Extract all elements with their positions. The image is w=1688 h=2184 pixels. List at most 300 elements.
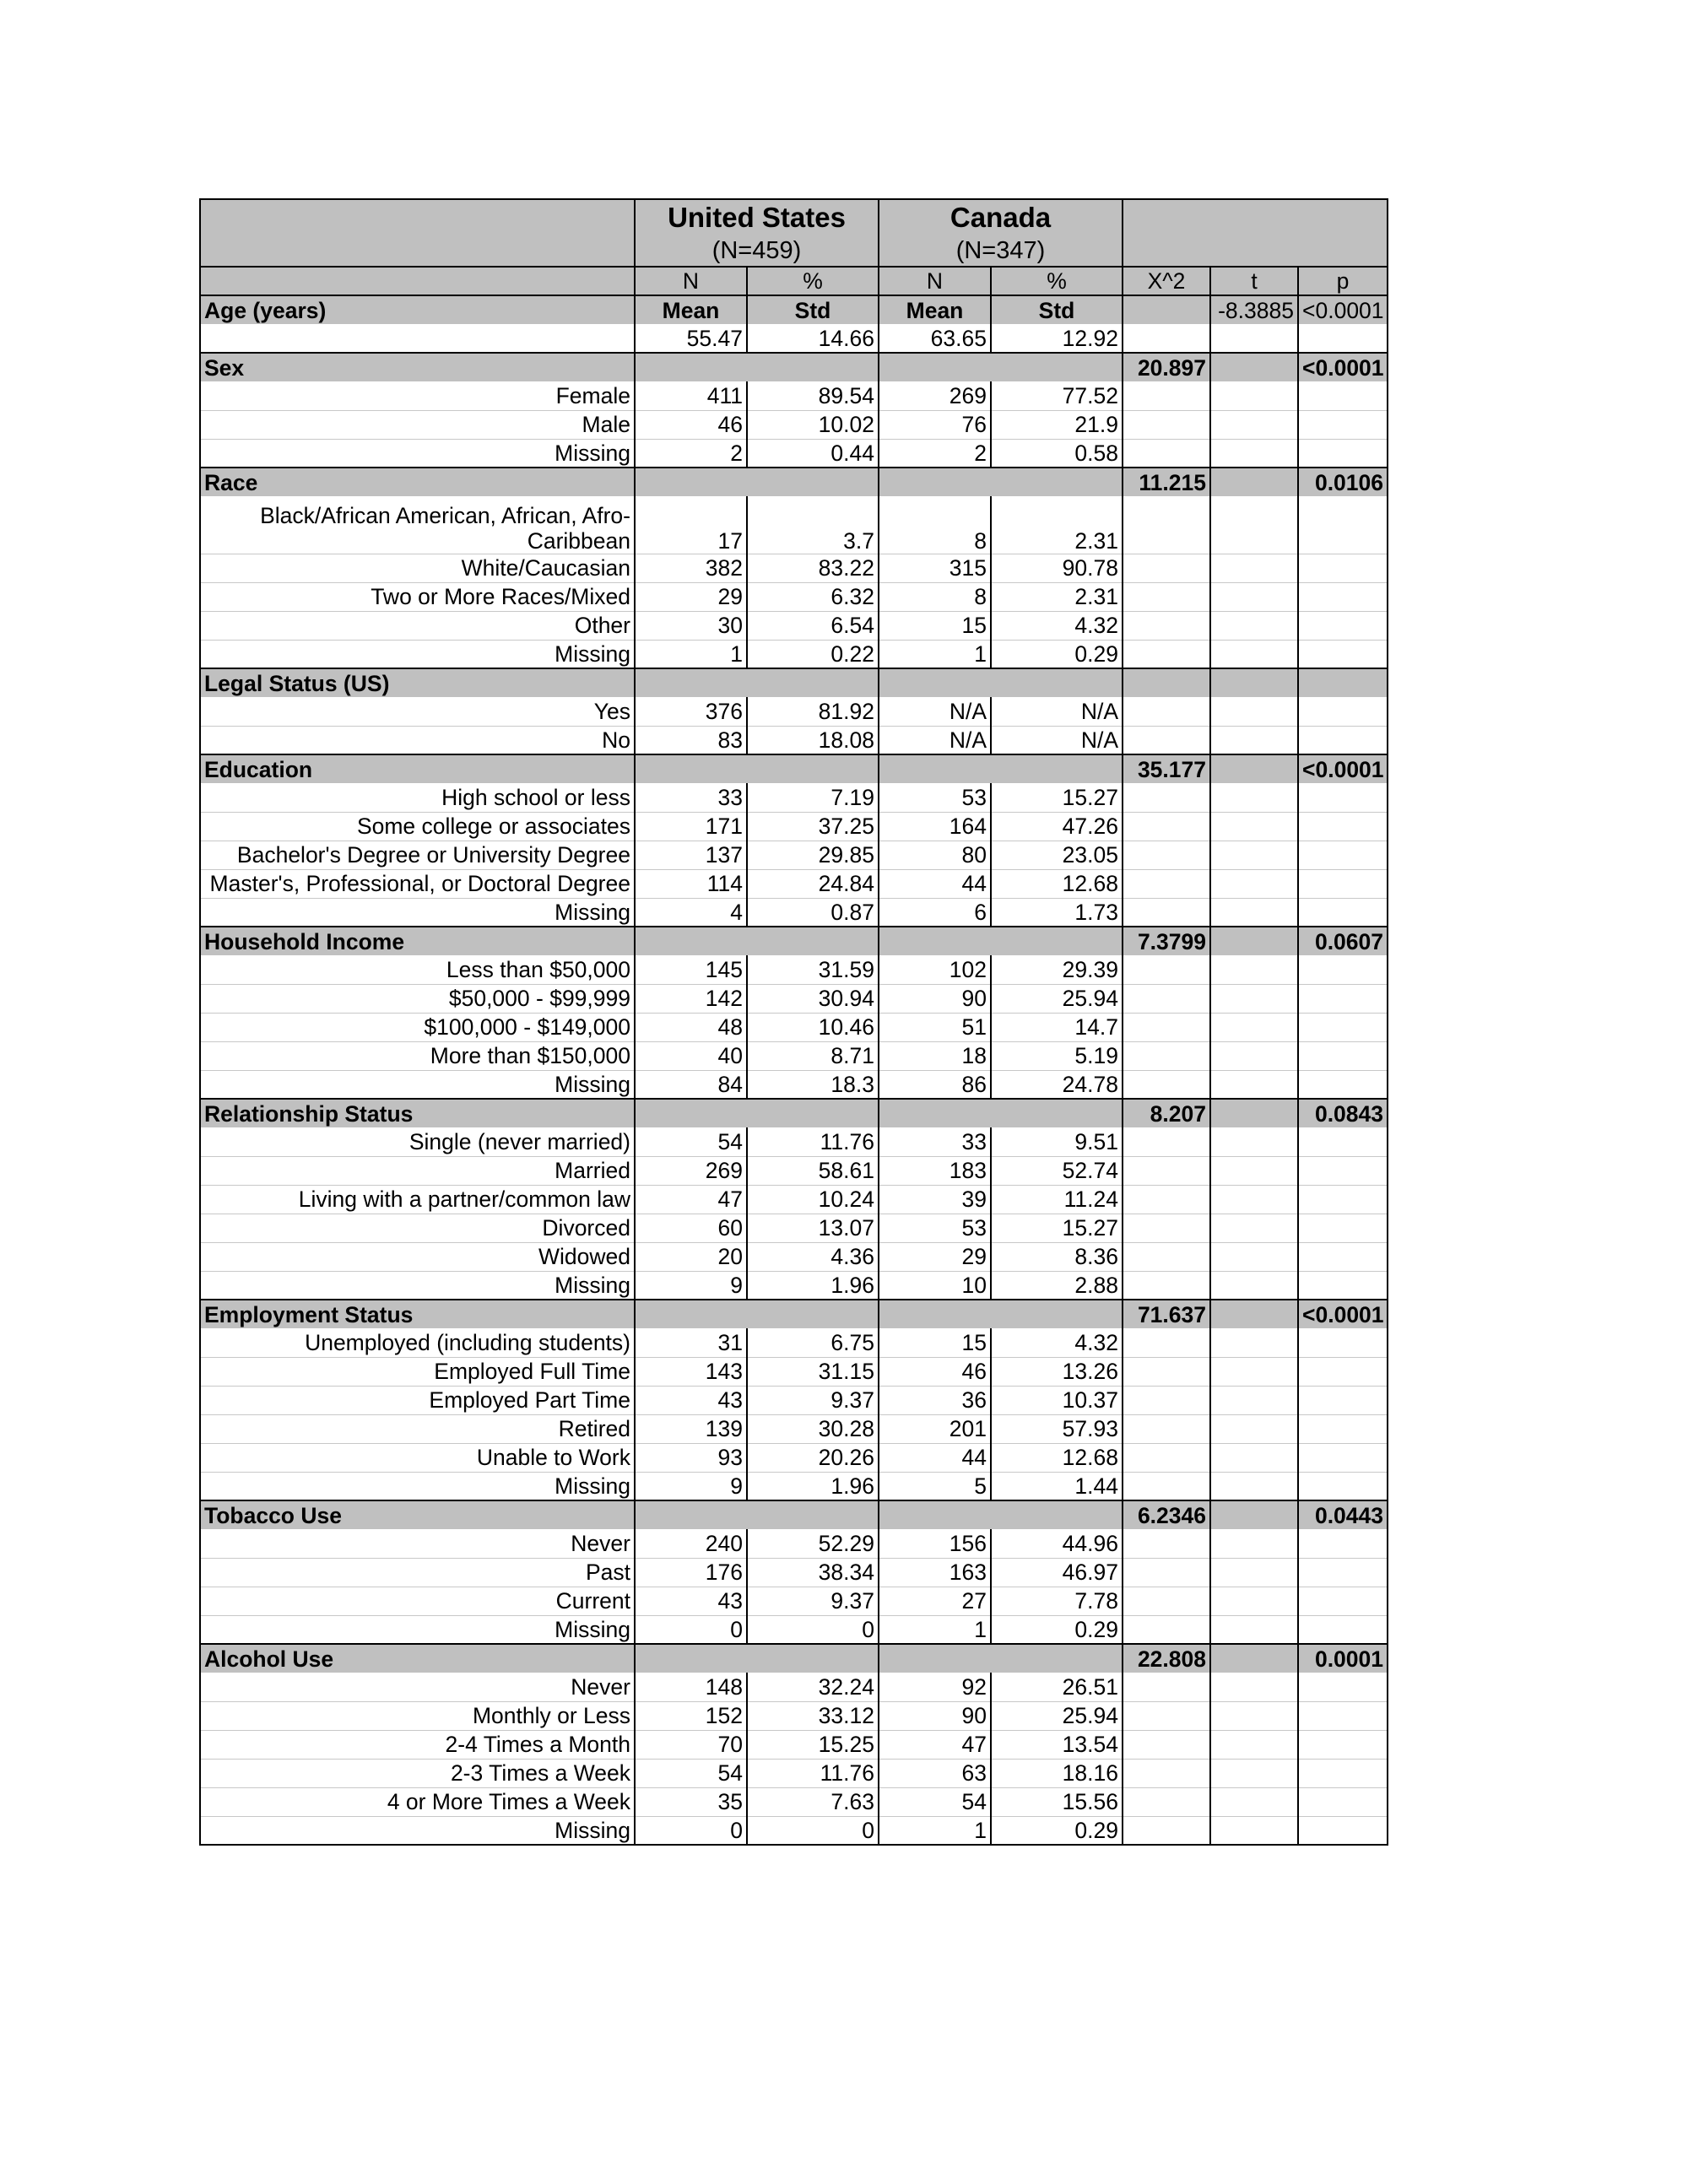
row-x2	[1123, 1587, 1210, 1615]
row-ca-n: 36	[879, 1386, 991, 1414]
row-x2	[1123, 1615, 1210, 1644]
row-us-pct: 52.29	[747, 1529, 879, 1558]
row-label: Some college or associates	[200, 812, 635, 841]
section-row-education	[200, 754, 1388, 783]
row-x2	[1123, 496, 1210, 554]
row-p	[1298, 1587, 1388, 1615]
row-us-n: 84	[635, 1070, 747, 1099]
row-us-pct: 9.37	[747, 1587, 879, 1615]
row-ca-n: 90	[879, 1701, 991, 1730]
row-ca-pct: 25.94	[991, 1701, 1123, 1730]
row-t	[1210, 381, 1298, 410]
row-label: Male	[200, 410, 635, 439]
row-us-pct: 83.22	[747, 554, 879, 582]
row-ca-n: 15	[879, 611, 991, 640]
row-x2	[1123, 1041, 1210, 1070]
row-ca-pct: 12.68	[991, 1443, 1123, 1472]
row-ca-n: 163	[879, 1558, 991, 1587]
section-us-pct	[747, 754, 879, 783]
row-p	[1298, 640, 1388, 668]
section-ca-pct	[991, 468, 1123, 496]
section-us-pct	[747, 1500, 879, 1529]
header-blank	[200, 199, 635, 267]
section-row-tobacco-use	[200, 1500, 1388, 1529]
row-p	[1298, 726, 1388, 754]
row-p	[1298, 1759, 1388, 1787]
row-x2	[1123, 812, 1210, 841]
row-p	[1298, 1472, 1388, 1500]
section-us-n	[635, 1300, 747, 1328]
row-p	[1298, 1787, 1388, 1816]
row-ca-pct: 26.51	[991, 1673, 1123, 1701]
row-label: Less than $50,000	[200, 955, 635, 984]
section-t	[1210, 468, 1298, 496]
row-us-pct: 1.96	[747, 1472, 879, 1500]
row-p	[1298, 1357, 1388, 1386]
row-ca-n: 27	[879, 1587, 991, 1615]
row-ca-n: 29	[879, 1242, 991, 1271]
data-row	[200, 1615, 1388, 1644]
row-us-n: 0	[635, 1816, 747, 1845]
row-us-n: 17	[635, 496, 747, 554]
row-us-n: 29	[635, 582, 747, 611]
row-p	[1298, 582, 1388, 611]
row-x2	[1123, 1013, 1210, 1041]
row-ca-pct: 47.26	[991, 812, 1123, 841]
row-t	[1210, 439, 1298, 468]
row-us-n: 30	[635, 611, 747, 640]
row-t	[1210, 1529, 1298, 1558]
row-us-n: 43	[635, 1587, 747, 1615]
canada-sample-size: (N=347)	[879, 235, 1123, 267]
row-p	[1298, 1242, 1388, 1271]
row-label: Past	[200, 1558, 635, 1587]
row-t	[1210, 640, 1298, 668]
row-us-pct: 81.92	[747, 697, 879, 726]
row-us-pct: 9.37	[747, 1386, 879, 1414]
section-label: Tobacco Use	[200, 1500, 635, 1529]
section-row-employment-status	[200, 1300, 1388, 1328]
section-p: 0.0843	[1298, 1099, 1388, 1127]
section-label: Race	[200, 468, 635, 496]
row-ca-n: 10	[879, 1271, 991, 1300]
row-x2	[1123, 697, 1210, 726]
row-t	[1210, 783, 1298, 812]
row-label: Missing	[200, 1472, 635, 1500]
row-label: Retired	[200, 1414, 635, 1443]
age-ca-std-label: Std	[991, 295, 1123, 324]
row-us-pct: 30.94	[747, 984, 879, 1013]
section-ca-n	[879, 1500, 991, 1529]
subheader-blank	[200, 267, 635, 295]
row-t	[1210, 1730, 1298, 1759]
row-ca-pct: 8.36	[991, 1242, 1123, 1271]
row-ca-pct: 0.29	[991, 1816, 1123, 1845]
row-us-n: 47	[635, 1185, 747, 1214]
row-ca-n: 102	[879, 955, 991, 984]
row-label: Missing	[200, 1070, 635, 1099]
row-us-pct: 15.25	[747, 1730, 879, 1759]
row-label: Missing	[200, 439, 635, 468]
row-x2	[1123, 1787, 1210, 1816]
section-t	[1210, 927, 1298, 955]
data-row	[200, 1816, 1388, 1845]
row-ca-n: 47	[879, 1730, 991, 1759]
row-x2	[1123, 1673, 1210, 1701]
row-ca-pct: N/A	[991, 726, 1123, 754]
row-label: Single (never married)	[200, 1127, 635, 1156]
row-x2	[1123, 783, 1210, 812]
row-us-n: 40	[635, 1041, 747, 1070]
row-ca-pct: 15.56	[991, 1787, 1123, 1816]
row-ca-pct: 14.7	[991, 1013, 1123, 1041]
row-us-pct: 0.22	[747, 640, 879, 668]
row-ca-pct: 5.19	[991, 1041, 1123, 1070]
row-ca-pct: 1.44	[991, 1472, 1123, 1500]
row-ca-pct: 29.39	[991, 955, 1123, 984]
row-us-pct: 7.63	[747, 1787, 879, 1816]
data-row	[200, 439, 1388, 468]
row-us-pct: 37.25	[747, 812, 879, 841]
section-us-pct	[747, 1300, 879, 1328]
section-x2: 7.3799	[1123, 927, 1210, 955]
row-x2	[1123, 554, 1210, 582]
row-us-n: 145	[635, 955, 747, 984]
data-row	[200, 410, 1388, 439]
data-row	[200, 1013, 1388, 1041]
row-us-n: 2	[635, 439, 747, 468]
row-p	[1298, 1730, 1388, 1759]
data-row	[200, 1185, 1388, 1214]
row-us-n: 9	[635, 1271, 747, 1300]
row-t	[1210, 1587, 1298, 1615]
row-p	[1298, 984, 1388, 1013]
section-p: <0.0001	[1298, 1300, 1388, 1328]
row-p	[1298, 1615, 1388, 1644]
row-x2	[1123, 1328, 1210, 1357]
row-t	[1210, 984, 1298, 1013]
data-row	[200, 955, 1388, 984]
section-us-n	[635, 1500, 747, 1529]
canada-title: Canada	[879, 199, 1123, 235]
row-p	[1298, 496, 1388, 554]
section-label: Household Income	[200, 927, 635, 955]
row-p	[1298, 1386, 1388, 1414]
row-ca-n: 183	[879, 1156, 991, 1185]
row-x2	[1123, 1357, 1210, 1386]
row-us-pct: 10.02	[747, 410, 879, 439]
row-us-pct: 20.26	[747, 1443, 879, 1472]
data-row	[200, 1414, 1388, 1443]
row-label: Current	[200, 1587, 635, 1615]
section-t	[1210, 1500, 1298, 1529]
row-ca-pct: 4.32	[991, 611, 1123, 640]
row-x2	[1123, 1529, 1210, 1558]
data-row	[200, 984, 1388, 1013]
row-ca-n: 8	[879, 496, 991, 554]
row-us-n: 9	[635, 1472, 747, 1500]
data-row	[200, 1558, 1388, 1587]
row-us-n: 1	[635, 640, 747, 668]
data-row	[200, 783, 1388, 812]
section-label: Education	[200, 754, 635, 783]
row-us-pct: 1.96	[747, 1271, 879, 1300]
section-us-n	[635, 668, 747, 697]
row-us-n: 33	[635, 783, 747, 812]
row-us-n: 20	[635, 1242, 747, 1271]
row-ca-pct: 15.27	[991, 1214, 1123, 1242]
row-us-pct: 18.08	[747, 726, 879, 754]
row-t	[1210, 726, 1298, 754]
row-ca-n: 46	[879, 1357, 991, 1386]
row-ca-n: 1	[879, 640, 991, 668]
row-p	[1298, 869, 1388, 898]
row-t	[1210, 1185, 1298, 1214]
row-us-pct: 10.46	[747, 1013, 879, 1041]
data-row	[200, 1472, 1388, 1500]
row-label: Female	[200, 381, 635, 410]
row-us-pct: 30.28	[747, 1414, 879, 1443]
row-ca-n: 80	[879, 841, 991, 869]
section-label-age: Age (years)	[200, 295, 635, 324]
row-ca-pct: 46.97	[991, 1558, 1123, 1587]
row-p	[1298, 1013, 1388, 1041]
row-us-n: 35	[635, 1787, 747, 1816]
row-t	[1210, 1328, 1298, 1357]
section-ca-n	[879, 1300, 991, 1328]
row-x2	[1123, 1214, 1210, 1242]
row-ca-pct: 2.88	[991, 1271, 1123, 1300]
row-ca-n: 39	[879, 1185, 991, 1214]
row-p	[1298, 697, 1388, 726]
row-x2	[1123, 1701, 1210, 1730]
row-ca-n: 15	[879, 1328, 991, 1357]
row-us-n: 411	[635, 381, 747, 410]
row-ca-pct: 2.31	[991, 496, 1123, 554]
data-row	[200, 1328, 1388, 1357]
data-row	[200, 1242, 1388, 1271]
section-p: 0.0001	[1298, 1644, 1388, 1673]
section-p: 0.0106	[1298, 468, 1388, 496]
row-p	[1298, 439, 1388, 468]
row-x2	[1123, 1472, 1210, 1500]
row-us-pct: 32.24	[747, 1673, 879, 1701]
row-us-n: 43	[635, 1386, 747, 1414]
row-x2	[1123, 1730, 1210, 1759]
row-x2	[1123, 955, 1210, 984]
row-label: Employed Full Time	[200, 1357, 635, 1386]
section-label: Legal Status (US)	[200, 668, 635, 697]
section-row-race	[200, 468, 1388, 496]
row-us-n: 143	[635, 1357, 747, 1386]
age-x2	[1123, 295, 1210, 324]
row-label: Missing	[200, 1816, 635, 1845]
data-row	[200, 1673, 1388, 1701]
section-ca-pct	[991, 353, 1123, 381]
section-ca-n	[879, 1099, 991, 1127]
data-row	[200, 1787, 1388, 1816]
row-ca-pct: 57.93	[991, 1414, 1123, 1443]
row-label: Employed Part Time	[200, 1386, 635, 1414]
section-label: Relationship Status	[200, 1099, 635, 1127]
row-us-n: 4	[635, 898, 747, 927]
row-ca-pct: 0.58	[991, 439, 1123, 468]
row-label: $100,000 - $149,000	[200, 1013, 635, 1041]
section-us-n	[635, 927, 747, 955]
row-ca-pct: 7.78	[991, 1587, 1123, 1615]
row-us-pct: 13.07	[747, 1214, 879, 1242]
row-label: Unemployed (including students)	[200, 1328, 635, 1357]
row-t	[1210, 410, 1298, 439]
row-us-pct: 11.76	[747, 1127, 879, 1156]
row-ca-n: 18	[879, 1041, 991, 1070]
section-us-n	[635, 1099, 747, 1127]
row-us-n: 137	[635, 841, 747, 869]
row-us-n: 54	[635, 1127, 747, 1156]
section-us-pct	[747, 927, 879, 955]
row-p	[1298, 812, 1388, 841]
row-p	[1298, 783, 1388, 812]
row-us-n: 114	[635, 869, 747, 898]
row-p	[1298, 1529, 1388, 1558]
age-ca-mean: 63.65	[879, 324, 991, 353]
row-t	[1210, 869, 1298, 898]
section-us-pct	[747, 353, 879, 381]
data-row	[200, 381, 1388, 410]
row-t	[1210, 1701, 1298, 1730]
section-row-sex	[200, 353, 1388, 381]
section-us-pct	[747, 1099, 879, 1127]
row-x2	[1123, 1070, 1210, 1099]
row-t	[1210, 898, 1298, 927]
row-ca-n: 269	[879, 381, 991, 410]
row-p	[1298, 410, 1388, 439]
row-label: 2-4 Times a Month	[200, 1730, 635, 1759]
row-ca-pct: 52.74	[991, 1156, 1123, 1185]
row-label: Yes	[200, 697, 635, 726]
row-ca-n: N/A	[879, 726, 991, 754]
section-us-n	[635, 1644, 747, 1673]
section-us-n	[635, 468, 747, 496]
row-ca-n: 63	[879, 1759, 991, 1787]
data-row	[200, 1357, 1388, 1386]
row-ca-pct: 9.51	[991, 1127, 1123, 1156]
row-label: $50,000 - $99,999	[200, 984, 635, 1013]
row-t	[1210, 841, 1298, 869]
row-ca-pct: 90.78	[991, 554, 1123, 582]
row-t	[1210, 1558, 1298, 1587]
row-t	[1210, 1787, 1298, 1816]
row-us-n: 269	[635, 1156, 747, 1185]
row-ca-n: 2	[879, 439, 991, 468]
row-t	[1210, 554, 1298, 582]
row-us-pct: 6.32	[747, 582, 879, 611]
section-ca-n	[879, 353, 991, 381]
row-p	[1298, 898, 1388, 927]
row-ca-n: 90	[879, 984, 991, 1013]
section-p: <0.0001	[1298, 754, 1388, 783]
row-us-pct: 29.85	[747, 841, 879, 869]
row-us-pct: 18.3	[747, 1070, 879, 1099]
data-row	[200, 582, 1388, 611]
row-label: Two or More Races/Mixed	[200, 582, 635, 611]
row-us-n: 176	[635, 1558, 747, 1587]
data-row	[200, 869, 1388, 898]
data-row	[200, 1730, 1388, 1759]
row-us-pct: 24.84	[747, 869, 879, 898]
row-ca-pct: N/A	[991, 697, 1123, 726]
row-label: Missing	[200, 640, 635, 668]
row-p	[1298, 1185, 1388, 1214]
row-label: Living with a partner/common law	[200, 1185, 635, 1214]
data-row	[200, 1041, 1388, 1070]
row-us-n: 54	[635, 1759, 747, 1787]
section-x2	[1123, 668, 1210, 697]
section-ca-pct	[991, 668, 1123, 697]
data-row	[200, 1156, 1388, 1185]
row-us-pct: 31.59	[747, 955, 879, 984]
data-row	[200, 496, 1388, 554]
row-p	[1298, 955, 1388, 984]
age-t: -8.3885	[1210, 295, 1298, 324]
row-x2	[1123, 841, 1210, 869]
row-p	[1298, 1414, 1388, 1443]
stats-header-blank	[1123, 199, 1388, 267]
col-us-pct: %	[747, 267, 879, 295]
row-t	[1210, 1443, 1298, 1472]
row-p	[1298, 1070, 1388, 1099]
row-us-n: 83	[635, 726, 747, 754]
section-t	[1210, 1300, 1298, 1328]
row-us-pct: 0	[747, 1816, 879, 1845]
row-t	[1210, 1386, 1298, 1414]
row-x2	[1123, 582, 1210, 611]
row-us-pct: 11.76	[747, 1759, 879, 1787]
age-ca-std: 12.92	[991, 324, 1123, 353]
row-ca-pct: 25.94	[991, 984, 1123, 1013]
row-x2	[1123, 984, 1210, 1013]
row-us-pct: 33.12	[747, 1701, 879, 1730]
row-t	[1210, 1156, 1298, 1185]
row-us-pct: 8.71	[747, 1041, 879, 1070]
section-label: Sex	[200, 353, 635, 381]
row-us-pct: 10.24	[747, 1185, 879, 1214]
row-ca-pct: 2.31	[991, 582, 1123, 611]
row-us-pct: 0.87	[747, 898, 879, 927]
row-x2	[1123, 726, 1210, 754]
row-x2	[1123, 640, 1210, 668]
row-us-n: 70	[635, 1730, 747, 1759]
section-t	[1210, 668, 1298, 697]
row-t	[1210, 812, 1298, 841]
row-us-n: 171	[635, 812, 747, 841]
row-label: Widowed	[200, 1242, 635, 1271]
row-x2	[1123, 1156, 1210, 1185]
section-us-pct	[747, 468, 879, 496]
row-us-pct: 0	[747, 1615, 879, 1644]
row-ca-n: 76	[879, 410, 991, 439]
row-us-pct: 3.7	[747, 496, 879, 554]
us-sample-size: (N=459)	[635, 235, 879, 267]
section-x2: 11.215	[1123, 468, 1210, 496]
row-p	[1298, 1156, 1388, 1185]
section-p: <0.0001	[1298, 353, 1388, 381]
section-us-pct	[747, 1644, 879, 1673]
row-label: Monthly or Less	[200, 1701, 635, 1730]
row-ca-n: 86	[879, 1070, 991, 1099]
row-t	[1210, 1759, 1298, 1787]
row-ca-n: 54	[879, 1787, 991, 1816]
